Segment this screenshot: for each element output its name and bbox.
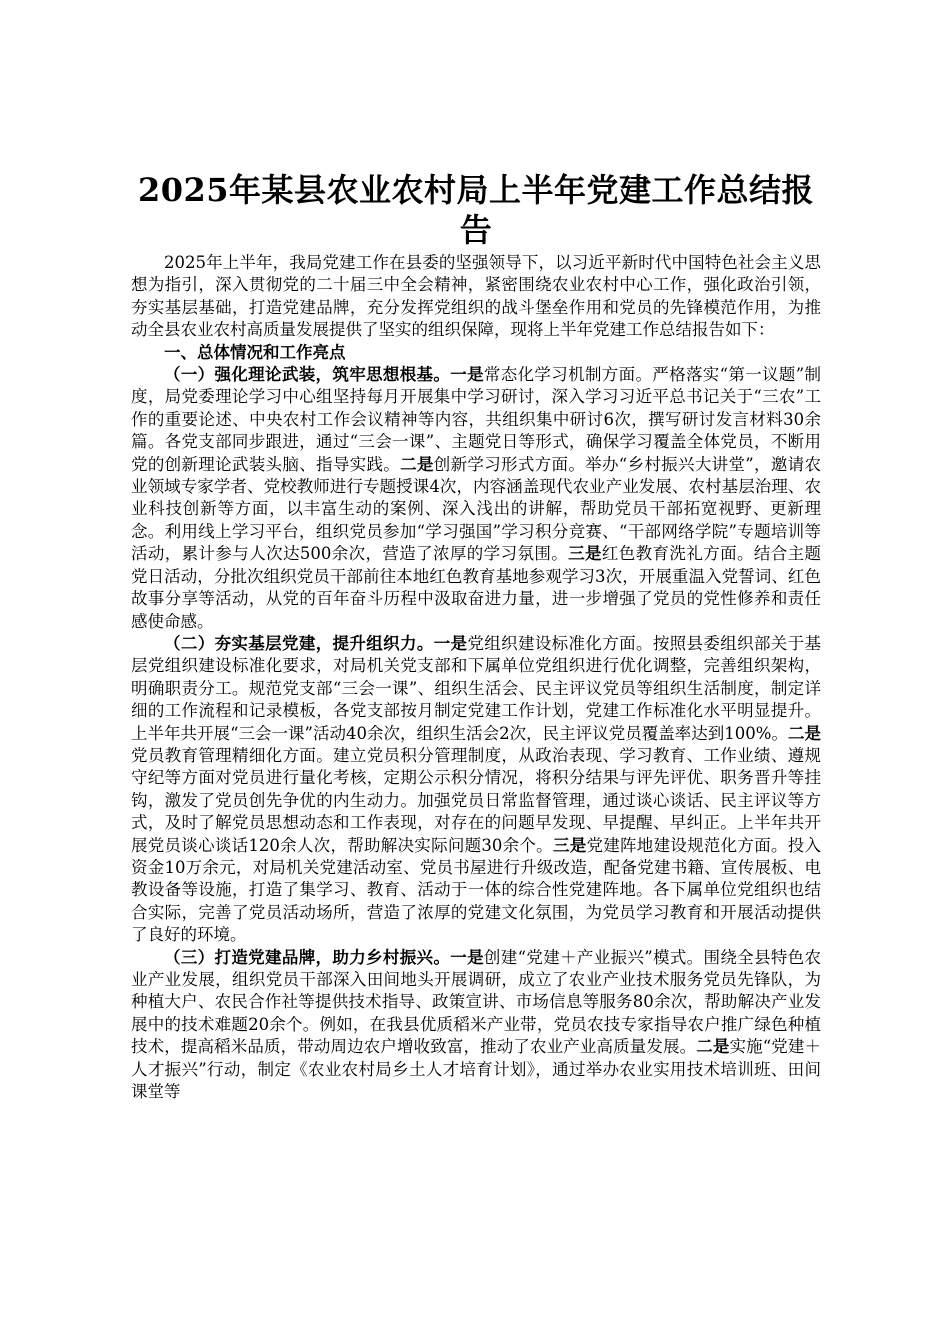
- item-text: 常态化学习机制方面。严格落实“第一议题”制度，局党委理论学习中心组坚持每月开展集中学习研讨，深入学习习近平总书记关于“三农”工作的重要论述、中央农村工作会议精神等内容，共组织集中研讨6次，撰写研讨发言材料30余篇。各党支部同步跟进，通过“三会一课”、主题党日等形式，确保学习覆盖全体党员，不断用党的创新理论武装头脑、指导实践。: [131, 365, 822, 474]
- item-marker: 三是: [552, 835, 587, 855]
- item-text: 红色教育洗礼方面。结合主题党日活动，分批次组织党员干部前往本地红色教育基地参观学习3次，开展重温入党誓词、红色故事分享等活动，从党的百年奋斗历程中汲取奋进力量，进一步增强了党员的党性修养和责任感使命感。: [131, 544, 822, 631]
- item-marker: 二是: [400, 454, 434, 474]
- item-text: 创建“党建＋产业振兴”模式。围绕全县特色农业产业发展，组织党员干部深入田间地头开展调研，成立了农业产业技术服务党员先锋队，为种植大户、农民合作社等提供技术指导、政策宣讲、市场信息等服务80余次，帮助解决产业发展中的技术难题20余个。例如，在我县优质稻米产业带，党员农技专家指导农户推广绿色种植技术，提高稻米品质，带动周边农户增收致富，推动了农业产业高质量发展。: [131, 947, 822, 1057]
- paragraph-grassroots: [131, 633, 821, 947]
- document-page: [131, 170, 821, 1103]
- subsection-lead: （三）打造党建品牌，助力乡村振兴。: [164, 947, 451, 967]
- item-marker: 三是: [568, 544, 602, 564]
- item-text: 党员教育管理精细化方面。建立党员积分管理制度，从政治表现、学习教育、工作业绩、遵规守纪等方面对党员进行量化考核，定期公示积分情况，将积分结果与评先评优、职务晋升等挂钩，激发了党员创先争优的内生动力。加强党员日常监督管理，通过谈心谈话、民主评议等方式，及时了解党员思想动态和工作表现，对存在的问题早发现、早提醒、早纠正。上半年共开展党员谈心谈话120余人次，帮助解决实际问题30余个。: [131, 745, 821, 855]
- intro-paragraph: 2025年上半年，我局党建工作在县委的坚强领导下，以习近平新时代中国特色社会主义思想为指引，深入贯彻党的二十届三中全会精神，紧密围绕农业农村中心工作，强化政治引领，夯实基层基础，打造党建品牌，充分发挥党组织的战斗堡垒作用和党员的先锋模范作用，为推动全县农业农村高质量发展提供了坚实的组织保障，现将上半年党建工作总结报告如下：: [131, 253, 821, 340]
- item-text: 党建阵地建设规范化方面。投入资金10万余元，对局机关党建活动室、党员书屋进行升级改造，配备党建书籍、宣传展板、电教设备等设施，打造了集学习、教育、活动于一体的综合性党建阵地。各下属单位党组织也结合实际，完善了党员活动场所，营造了浓厚的党建文化氛围，为党员学习教育和开展活动提供了良好的环境。: [131, 835, 822, 945]
- item-marker: 一是: [433, 633, 468, 653]
- item-marker: 一是: [450, 365, 484, 385]
- document-title: 2025年某县农业农村局上半年党建工作总结报告: [137, 171, 815, 249]
- item-text: 实施“党建＋人才振兴”行动，制定《农业农村局乡土人才培育计划》，通过举办农业实用技术培训班、田间课堂等: [131, 1037, 822, 1102]
- item-marker: 二是: [787, 723, 821, 743]
- item-text: 创新学习形式方面。举办“乡村振兴大讲堂”，邀请农业领域专家学者、党校教师进行专题授课4次，内容涵盖现代农业产业发展、农村基层治理、农业科技创新等方面，以丰富生动的案例、深入浅出的讲解，帮助党员干部拓宽视野、更新理念。利用线上学习平台，组织党员参加“学习强国”学习积分竞赛、“干部网络学院”专题培训等活动，累计参与人次达500余次，营造了浓厚的学习氛围。: [131, 454, 821, 564]
- paragraph-theory: [131, 364, 821, 633]
- subsection-lead: （二）夯实基层党建，提升组织力。: [164, 633, 434, 653]
- paragraph-brand: [131, 947, 821, 1104]
- item-marker: 一是: [450, 947, 484, 967]
- item-text: 党组织建设标准化方面。按照县委组织部关于基层党组织建设标准化要求，对局机关党支部和下属单位党组织进行优化调整，完善组织架构，明确职责分工。规范党支部“三会一课”、组织生活会、民主评议党员等组织生活制度，制定详细的工作流程和记录模板，各党支部按月制定党建工作计划，党建工作标准化水平明显提升。上半年共开展“三会一课”活动40余次，组织生活会2次，民主评议党员覆盖率达到100%。: [131, 633, 822, 743]
- subsection-lead: （一）强化理论武装，筑牢思想根基。: [164, 365, 451, 385]
- item-marker: 二是: [696, 1037, 730, 1057]
- section-heading: 一、总体情况和工作亮点: [164, 342, 346, 362]
